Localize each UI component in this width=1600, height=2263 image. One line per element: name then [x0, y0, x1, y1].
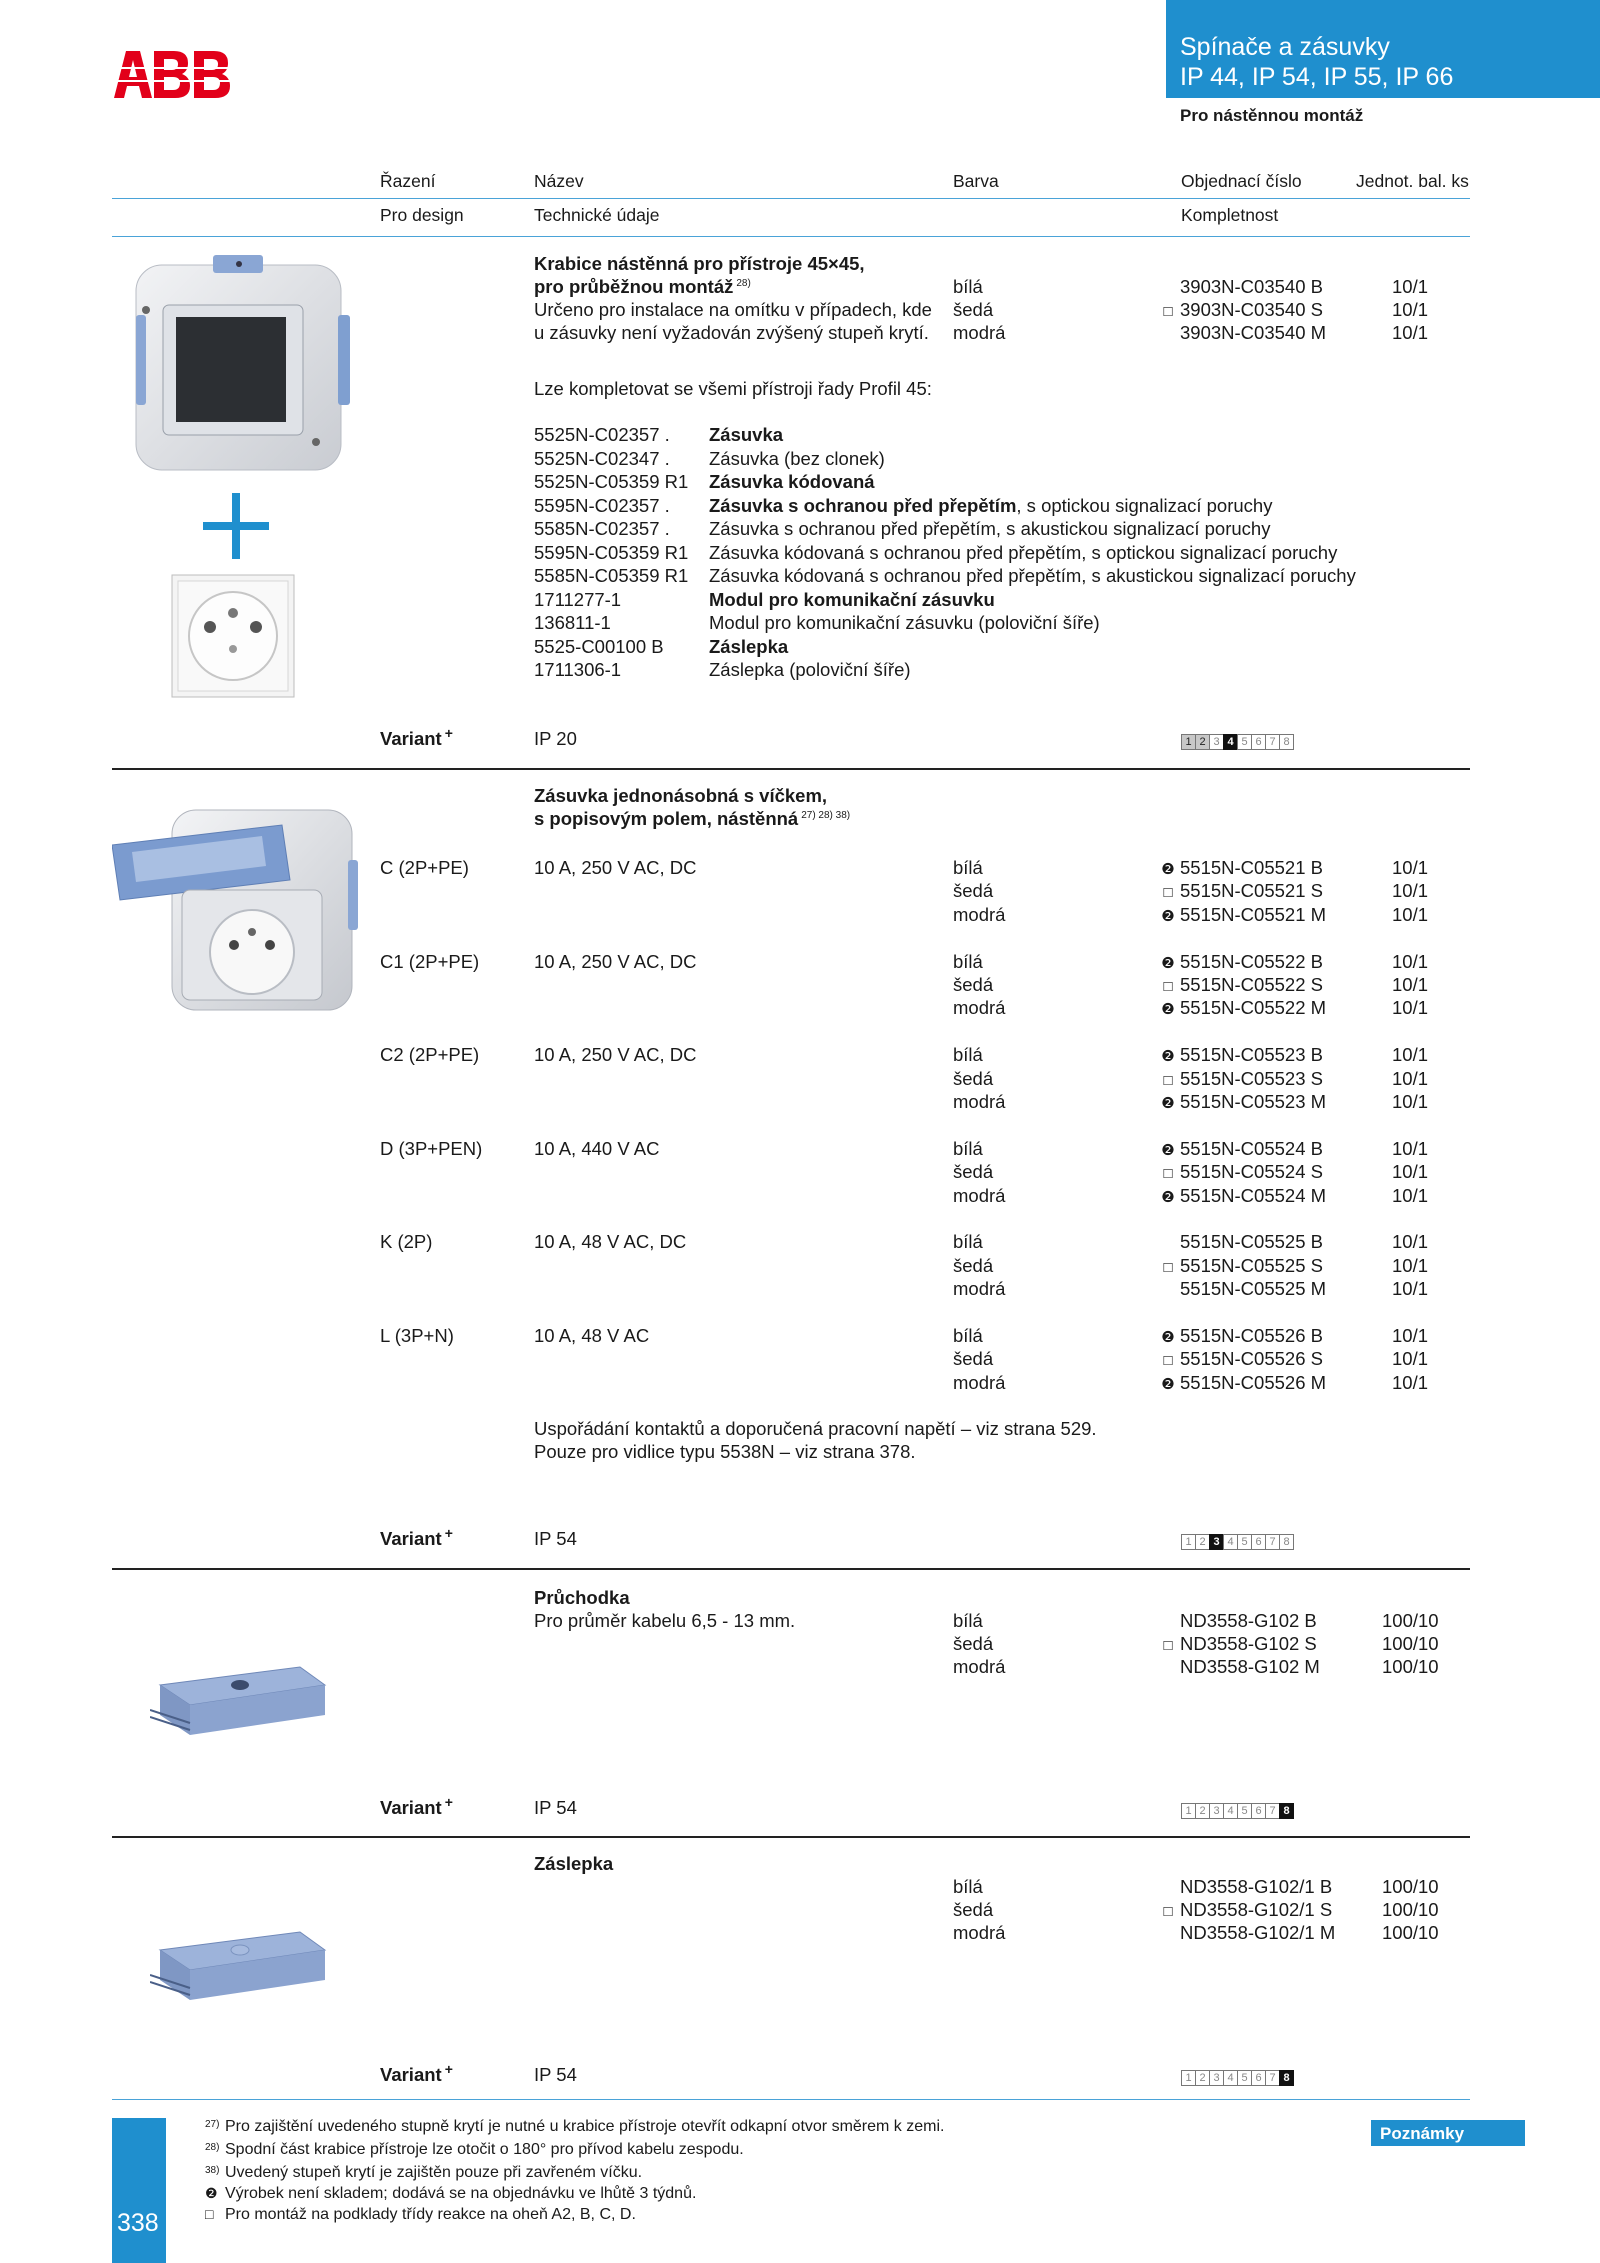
variant-box: 6 [1251, 734, 1266, 750]
s2-pack: 10/1 [1392, 880, 1429, 902]
not-in-stock-icon: ❷ [1161, 907, 1175, 925]
s1-code-2 [1160, 321, 1340, 345]
s2-type: C1 (2P+PE) [380, 950, 480, 972]
variant-box: 3 [1209, 1803, 1224, 1819]
footnote [205, 2204, 1355, 2225]
s2-code-text: 5515N-C05525 S [1180, 1254, 1323, 1276]
s2-code [1160, 1324, 1350, 1350]
variant-box: 5 [1237, 734, 1252, 750]
s2-code [1160, 996, 1350, 1022]
variant-box: 3 [1209, 2070, 1224, 2086]
accessory-name-bold: Zásuvka [709, 424, 784, 445]
socket-module-image [170, 573, 298, 707]
section-divider [112, 768, 1470, 770]
s2-spec: 10 A, 250 V AC, DC [534, 857, 697, 878]
s4-color-0: bílá [953, 1876, 983, 1897]
variant-box: 7 [1265, 1803, 1280, 1819]
s2-type: C (2P+PE) [380, 857, 469, 878]
section-divider [112, 1836, 1470, 1838]
footnote [205, 2160, 1355, 2183]
s2-variant-label [380, 1527, 453, 1551]
accessory-name: , s optickou signalizací poruchy [1016, 494, 1273, 516]
s2-note1: Uspořádání kontaktů a doporučená pracovní napětí – viz strana 529. [534, 1418, 1097, 1439]
s4-code-0 [1160, 1875, 1360, 1899]
s4-code-2 [1160, 1921, 1360, 1945]
footnote [205, 2137, 1355, 2160]
s2-title-line2 [534, 807, 850, 831]
s2-code [1160, 1277, 1350, 1301]
s2-pack: 10/1 [1392, 1325, 1429, 1346]
footnote-num: □ [205, 2206, 214, 2222]
s2-variant-ip: IP 54 [534, 1528, 577, 1549]
s2-variant-text: Variant [380, 1528, 442, 1549]
accessory-code: 5525-C00100 B [534, 635, 664, 657]
variant-box: 4 [1223, 1534, 1238, 1550]
s2-code-text: 5515N-C05525 M [1180, 1278, 1327, 1300]
s1-title-line2 [534, 275, 751, 299]
s2-code [1160, 1067, 1350, 1093]
s2-color: šedá [953, 1161, 994, 1183]
variant-box: 5 [1237, 2070, 1252, 2086]
s2-code-text: 5515N-C05522 M [1180, 997, 1327, 1019]
s2-color: bílá [953, 1231, 983, 1253]
s3-title: Průchodka [534, 1587, 630, 1608]
s2-color: šedá [953, 1254, 994, 1276]
s3-variant-sup: + [444, 1794, 453, 1810]
s3-variant-text: Variant [380, 1797, 442, 1818]
accessory-code: 5595N-C05359 R1 [534, 541, 689, 563]
s2-code [1160, 1090, 1350, 1116]
accessory-code: 5525N-C05359 R1 [534, 471, 689, 492]
s1-color-2: modrá [953, 322, 1006, 343]
socket-with-lid-image [112, 790, 362, 1026]
variant-box-active: 8 [1279, 2070, 1294, 2086]
s1-variant-label [380, 727, 453, 751]
accessory-code: 136811-1 [534, 612, 611, 633]
s2-pack: 10/1 [1392, 1231, 1429, 1253]
header-title-box [1166, 0, 1600, 98]
fire-class-icon: □ [1163, 978, 1173, 995]
fire-class-icon: □ [1163, 1258, 1173, 1276]
s2-code-text: 5515N-C05525 B [1180, 1231, 1323, 1253]
s1-variant-text: Variant [380, 728, 442, 749]
footer-divider [112, 2099, 1470, 2100]
header-divider [112, 198, 1470, 199]
not-in-stock-icon: ❷ [1161, 1188, 1175, 1206]
s2-code [1160, 950, 1350, 976]
s2-spec: 10 A, 250 V AC, DC [534, 950, 697, 972]
s2-code [1160, 903, 1350, 929]
s1-title2-text: pro průběžnou montáž [534, 276, 734, 297]
s1-variant-sup: + [444, 725, 453, 741]
s2-color: modrá [953, 997, 1006, 1019]
s2-pack: 10/1 [1392, 1254, 1429, 1276]
variant-box: 3 [1209, 734, 1224, 750]
accessory-row [534, 635, 1394, 659]
s1-desc-line2: u zásuvky není vyžadován zvýšený stupeň krytí. [534, 322, 929, 343]
s3-pack-1: 100/10 [1382, 1633, 1439, 1654]
s2-code [1160, 1137, 1350, 1163]
variant-box: 1 [1181, 734, 1196, 750]
variant-box-active: 8 [1279, 1803, 1294, 1819]
s4-color-2: modrá [953, 1922, 1006, 1943]
fire-class-icon: □ [1163, 884, 1173, 902]
s2-code-text: 5515N-C05523 B [1180, 1044, 1323, 1066]
s4-pack-2: 100/10 [1382, 1922, 1439, 1943]
s2-code-text: 5515N-C05526 S [1180, 1348, 1323, 1370]
s2-color: bílá [953, 950, 983, 972]
accessory-name-bold: Záslepka [709, 635, 789, 657]
s2-color: modrá [953, 1184, 1006, 1206]
accessory-name: Modul pro komunikační zásuvku (poloviční šíře) [709, 612, 1100, 633]
s2-code [1160, 879, 1350, 905]
s3-pack-2: 100/10 [1382, 1656, 1439, 1677]
s2-pack: 10/1 [1392, 1067, 1429, 1089]
s2-code-text: 5515N-C05523 S [1180, 1067, 1323, 1089]
footnotes [205, 2114, 1355, 2225]
s2-color: šedá [953, 880, 994, 902]
s2-color: bílá [953, 1137, 983, 1159]
s2-spec: 10 A, 48 V AC [534, 1325, 650, 1346]
col-kompletnost: Kompletnost [1181, 205, 1279, 225]
s4-variant-text: Variant [380, 2064, 442, 2085]
s2-color: bílá [953, 1325, 983, 1346]
accessory-name: Zásuvka kódovaná s ochranou před přepětím, s optickou signalizací poruchy [709, 541, 1338, 563]
accessory-code: 5525N-C02357 . [534, 424, 670, 445]
variant-box: 6 [1251, 1803, 1266, 1819]
s3-code-0-text: ND3558-G102 B [1180, 1610, 1317, 1631]
s3-code-0 [1160, 1609, 1350, 1633]
footnote-text: Pro montáž na podklady třídy reakce na oheň A2, B, C, D. [225, 2206, 636, 2223]
s2-code-text: 5515N-C05521 M [1180, 903, 1327, 925]
s1-code-0-text: 3903N-C03540 B [1180, 276, 1323, 297]
header-title-line2: IP 44, IP 54, IP 55, IP 66 [1180, 63, 1454, 91]
s3-code-2 [1160, 1655, 1350, 1679]
s4-code-1-text: ND3558-G102/1 S [1180, 1899, 1333, 1920]
s2-spec: 10 A, 48 V AC, DC [534, 1231, 687, 1253]
col-objednaci: Objednací číslo [1181, 171, 1302, 191]
section-divider [112, 1568, 1470, 1570]
col-nazev: Název [534, 171, 584, 191]
s1-color-1: šedá [953, 299, 994, 320]
s4-variant-boxes [1181, 2070, 1293, 2086]
page-number: 338 [117, 2209, 159, 2237]
s1-title2-sup: 28) [736, 278, 751, 289]
s4-variant-label [380, 2063, 453, 2087]
header-divider-2 [112, 236, 1470, 237]
s2-code-text: 5515N-C05521 B [1180, 857, 1323, 878]
s2-type: C2 (2P+PE) [380, 1044, 480, 1066]
accessory-code: 1711277-1 [534, 588, 622, 610]
s1-pack-0: 10/1 [1392, 276, 1429, 297]
s2-color: šedá [953, 1348, 994, 1370]
s2-title2-text: s popisovým polem, nástěnná [534, 808, 799, 829]
accessory-row [534, 517, 1394, 541]
s2-code-text: 5515N-C05526 B [1180, 1325, 1323, 1346]
col-jednot: Jednot. bal. ks [1356, 171, 1469, 191]
variant-box: 7 [1265, 1534, 1280, 1550]
s1-accessory-list [534, 423, 1394, 682]
s4-title: Záslepka [534, 1853, 614, 1874]
footnote-num: 38) [205, 2165, 220, 2176]
fire-class-icon: □ [1163, 1071, 1173, 1089]
s2-pack: 10/1 [1392, 1091, 1429, 1112]
col-barva: Barva [953, 171, 999, 191]
footnote-text: Pro zajištění uvedeného stupně krytí je nutné u krabice přístroje otevřít odkapní otvor směrem k zemi. [225, 2118, 945, 2135]
s1-variant-boxes [1181, 734, 1293, 750]
s2-variant-sup: + [444, 1525, 453, 1541]
s4-code-1 [1160, 1898, 1360, 1924]
footnote-text: Výrobek není skladem; dodává se na objednávku ve lhůtě 3 týdnů. [225, 2185, 697, 2202]
accessory-name: Záslepka (poloviční šíře) [709, 659, 911, 680]
variant-box: 2 [1195, 1803, 1210, 1819]
footnote-num: 28) [205, 2142, 220, 2153]
variant-box: 1 [1181, 2070, 1196, 2086]
variant-box: 2 [1195, 2070, 1210, 2086]
s1-sym-1: □ [1163, 303, 1173, 320]
s3-code-1-text: ND3558-G102 S [1180, 1633, 1317, 1654]
variant-box: 5 [1237, 1534, 1252, 1550]
s2-color: bílá [953, 1044, 983, 1066]
s2-code-text: 5515N-C05524 S [1180, 1161, 1323, 1183]
s4-color-1: šedá [953, 1899, 994, 1920]
accessory-row [534, 588, 1394, 612]
accessory-row [534, 423, 1394, 447]
col-pro-design: Pro design [380, 205, 464, 225]
s1-title-line1: Krabice nástěnná pro přístroje 45×45, [534, 253, 865, 274]
s2-color: modrá [953, 1278, 1006, 1300]
s2-code-text: 5515N-C05526 M [1180, 1371, 1327, 1393]
accessory-code: 5595N-C02357 . [534, 494, 670, 516]
s2-title-line1: Zásuvka jednonásobná s víčkem, [534, 785, 828, 806]
accessory-row [534, 470, 1394, 494]
s2-color: modrá [953, 1091, 1006, 1112]
s2-pack: 10/1 [1392, 903, 1429, 925]
s2-color: modrá [953, 903, 1006, 925]
s2-color: šedá [953, 1067, 994, 1089]
footnote-text: Spodní část krabice přístroje lze otočit o 180° pro přívod kabelu zespodu. [225, 2141, 744, 2158]
footnote [205, 2114, 1355, 2137]
s2-code [1160, 1230, 1350, 1254]
s3-color-2: modrá [953, 1656, 1006, 1677]
s2-title2-sup: 27) 28) 38) [801, 810, 851, 821]
s3-pack-0: 100/10 [1382, 1610, 1439, 1631]
s2-code [1160, 1160, 1350, 1186]
footnote [205, 2183, 1355, 2204]
not-in-stock-icon: ❷ [1161, 1329, 1175, 1346]
s2-code [1160, 856, 1350, 882]
accessory-row [534, 611, 1394, 635]
notes-label: Poznámky [1380, 2124, 1465, 2143]
s1-code-1 [1160, 298, 1340, 324]
s2-pack: 10/1 [1392, 950, 1429, 972]
s2-color: bílá [953, 857, 983, 878]
s1-variant-ip: IP 20 [534, 728, 577, 749]
s2-code-text: 5515N-C05522 S [1180, 974, 1323, 995]
variant-box: 8 [1279, 734, 1294, 750]
s3-color-0: bílá [953, 1610, 983, 1631]
variant-box: 6 [1251, 1534, 1266, 1550]
s2-note2: Pouze pro vidlice typu 5538N – viz strana 378. [534, 1441, 916, 1462]
s3-color-1: šedá [953, 1633, 994, 1654]
s2-type: L (3P+N) [380, 1325, 454, 1346]
s2-variant-boxes [1181, 1534, 1293, 1550]
s2-spec: 10 A, 250 V AC, DC [534, 1044, 697, 1066]
variant-box: 1 [1181, 1534, 1196, 1550]
footnote-text: Uvedený stupeň krytí je zajištěn pouze při zavřeném víčku. [225, 2164, 643, 2181]
s2-pack: 10/1 [1392, 1184, 1429, 1206]
not-in-stock-icon: ❷ [1161, 861, 1175, 878]
s1-desc-line1: Určeno pro instalace na omítku v případech, kde [534, 299, 932, 320]
accessory-name: Zásuvka s ochranou před přepětím, s akustickou signalizací poruchy [709, 518, 1271, 539]
variant-box: 2 [1195, 1534, 1210, 1550]
s2-pack: 10/1 [1392, 857, 1429, 878]
wall-box-image [128, 255, 353, 486]
not-in-stock-icon: ❷ [1161, 1001, 1175, 1019]
accessory-code: 5525N-C02347 . [534, 447, 670, 469]
accessory-code: 1711306-1 [534, 659, 622, 680]
s2-code [1160, 1347, 1350, 1373]
variant-box-active: 4 [1223, 734, 1238, 750]
abb-logo [112, 48, 232, 100]
footnote-num: ❷ [205, 2185, 218, 2201]
s2-code [1160, 1043, 1350, 1069]
s1-color-0: bílá [953, 276, 983, 297]
variant-box: 5 [1237, 1803, 1252, 1819]
s3-variant-boxes [1181, 1803, 1293, 1819]
not-in-stock-icon: ❷ [1161, 1048, 1175, 1066]
s2-pack: 10/1 [1392, 1137, 1429, 1159]
s1-code-0 [1160, 275, 1340, 299]
s3-sym-1: □ [1163, 1637, 1173, 1654]
variant-box-active: 3 [1209, 1534, 1224, 1550]
page-tab [112, 2118, 166, 2263]
s4-variant-sup: + [444, 2061, 453, 2077]
s3-desc: Pro průměr kabelu 6,5 - 13 mm. [534, 1610, 796, 1631]
variant-box: 8 [1279, 1534, 1294, 1550]
s2-color: modrá [953, 1371, 1006, 1393]
not-in-stock-icon: ❷ [1161, 954, 1175, 972]
s4-code-0-text: ND3558-G102/1 B [1180, 1876, 1333, 1897]
s2-code-text: 5515N-C05523 M [1180, 1091, 1327, 1112]
variant-box: 2 [1195, 734, 1210, 750]
s1-pack-2: 10/1 [1392, 322, 1429, 343]
variant-box: 4 [1223, 1803, 1238, 1819]
cable-gland-image [150, 1655, 330, 1751]
s2-code-text: 5515N-C05524 B [1180, 1137, 1323, 1159]
s1-code-1-text: 3903N-C03540 S [1180, 299, 1323, 320]
not-in-stock-icon: ❷ [1161, 1095, 1175, 1112]
accessory-name-bold: Modul pro komunikační zásuvku [709, 588, 995, 610]
plus-icon [203, 493, 269, 565]
s2-pack: 10/1 [1392, 1348, 1429, 1370]
variant-box: 6 [1251, 2070, 1266, 2086]
s3-variant-ip: IP 54 [534, 1797, 577, 1818]
s2-pack: 10/1 [1392, 1371, 1429, 1393]
variant-box: 7 [1265, 2070, 1280, 2086]
col-razeni: Řazení [380, 171, 436, 191]
accessory-row [534, 494, 1394, 518]
s2-type: D (3P+PEN) [380, 1137, 483, 1159]
accessory-name-bold: Zásuvka s ochranou před přepětím [709, 494, 1017, 516]
s2-code [1160, 1254, 1350, 1280]
s2-pack: 10/1 [1392, 1044, 1429, 1066]
accessory-row [534, 541, 1394, 565]
not-in-stock-icon: ❷ [1161, 1141, 1175, 1159]
s2-code [1160, 1371, 1350, 1397]
accessory-name: Zásuvka (bez clonek) [709, 447, 885, 469]
s2-pack: 10/1 [1392, 1161, 1429, 1183]
blanking-plug-image [150, 1920, 330, 2016]
s2-code-text: 5515N-C05522 B [1180, 950, 1323, 972]
s1-kompletovat: Lze kompletovat se všemi přístroji řady Profil 45: [534, 378, 932, 399]
s3-variant-label [380, 1796, 453, 1820]
s2-pack: 10/1 [1392, 997, 1429, 1019]
s2-type: K (2P) [380, 1231, 433, 1253]
footnote-num: 27) [205, 2119, 220, 2130]
col-technicke: Technické údaje [534, 205, 660, 225]
accessory-row [534, 447, 1394, 471]
s2-code [1160, 1184, 1350, 1210]
s3-code-2-text: ND3558-G102 M [1180, 1656, 1320, 1677]
s2-color: šedá [953, 974, 994, 995]
s2-code-text: 5515N-C05524 M [1180, 1184, 1327, 1206]
s4-pack-1: 100/10 [1382, 1899, 1439, 1920]
s1-code-2-text: 3903N-C03540 M [1180, 322, 1327, 343]
variant-box: 7 [1265, 734, 1280, 750]
s4-sym-1: □ [1163, 1903, 1173, 1920]
header-subtitle: Pro nástěnnou montáž [1180, 106, 1364, 125]
header-title-line1: Spínače a zásuvky [1180, 33, 1390, 61]
accessory-row [534, 564, 1394, 588]
accessory-name-bold: Zásuvka kódovaná [709, 471, 875, 492]
accessory-code: 5585N-C05359 R1 [534, 565, 689, 586]
not-in-stock-icon: ❷ [1161, 1375, 1175, 1393]
s2-spec: 10 A, 440 V AC [534, 1137, 660, 1159]
accessory-code: 5585N-C02357 . [534, 518, 670, 539]
s2-pack: 10/1 [1392, 974, 1429, 995]
s2-code-text: 5515N-C05521 S [1180, 880, 1323, 902]
fire-class-icon: □ [1163, 1352, 1173, 1370]
s3-code-1 [1160, 1632, 1350, 1658]
s2-pack: 10/1 [1392, 1278, 1429, 1300]
variant-box: 4 [1223, 2070, 1238, 2086]
s1-pack-1: 10/1 [1392, 299, 1429, 320]
fire-class-icon: □ [1163, 1165, 1173, 1183]
accessory-row [534, 658, 1394, 682]
s4-variant-ip: IP 54 [534, 2064, 577, 2085]
variant-box: 1 [1181, 1803, 1196, 1819]
s4-pack-0: 100/10 [1382, 1876, 1439, 1897]
s4-code-2-text: ND3558-G102/1 M [1180, 1922, 1336, 1943]
accessory-name: Zásuvka kódovaná s ochranou před přepětím, s akustickou signalizací poruchy [709, 565, 1356, 586]
s2-code [1160, 973, 1350, 999]
